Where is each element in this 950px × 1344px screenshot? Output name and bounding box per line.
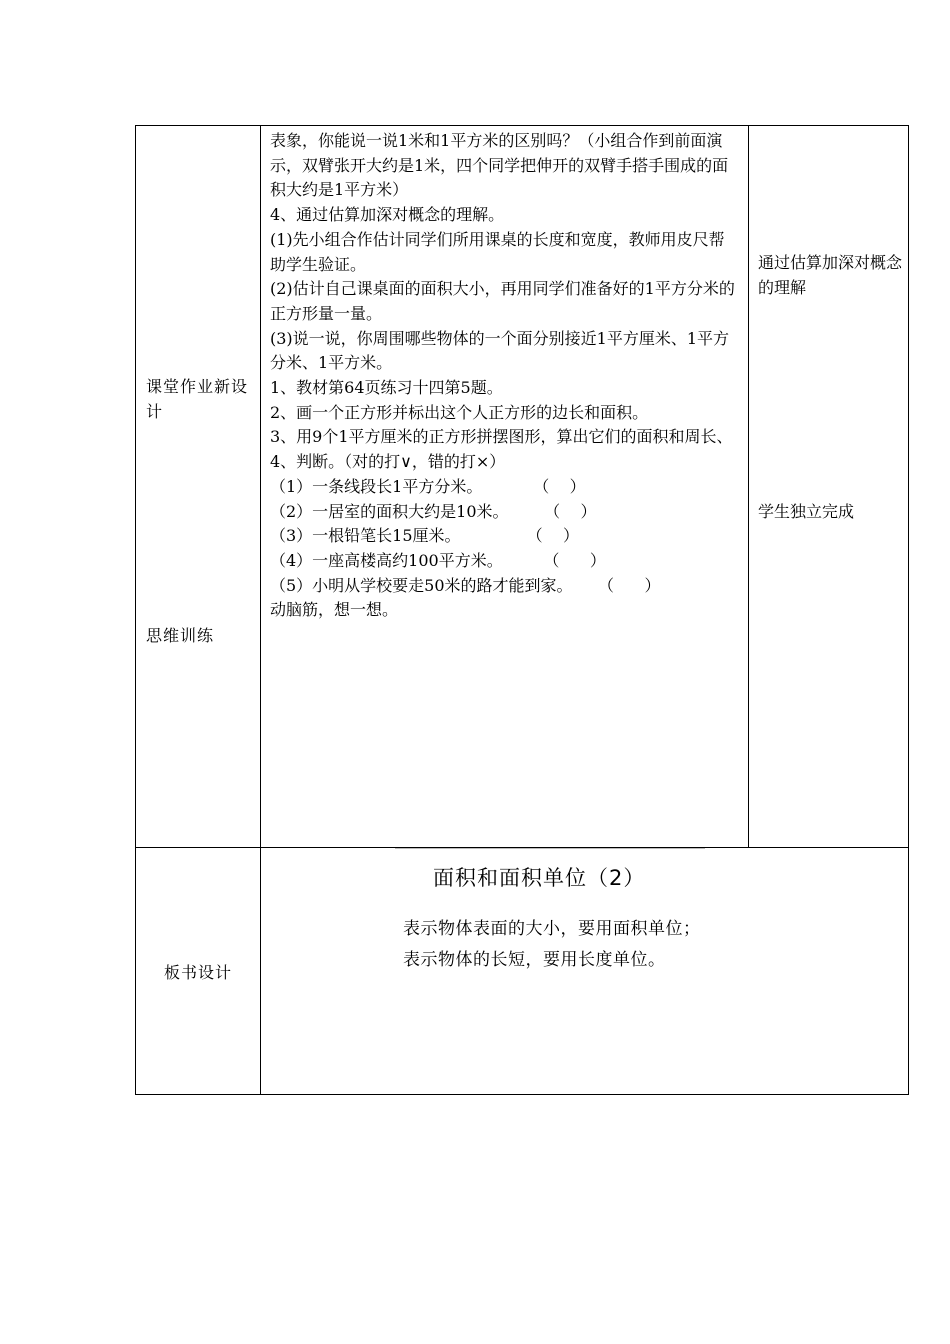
judge-item: （1）一条线段长1平方分米。 （ ） (270, 476, 586, 496)
content-line: (3)说一说，你周围哪些物体的一个面分别接近1平方厘米、1平方分米、1平方米。 (270, 328, 730, 373)
judge-item: （5）小明从学校要走50米的路才能到家。 （ ） (270, 575, 661, 595)
content-line: 4、判断。（对的打∨，错的打×） (270, 452, 506, 472)
board-label-cell (136, 847, 261, 1094)
exercise-note-cell (749, 126, 909, 848)
content-line: 3、用9个1平方厘米的正方形拼摆图形，算出它们的面积和周长、 (270, 427, 733, 447)
board-row (136, 847, 909, 1094)
board-image (261, 848, 908, 1094)
board-line-length: 表示物体的长短，要用长度单位。 (403, 949, 666, 970)
content-line: (2)估计自己课桌面的面积大小，再用同学们准备好的1平方分米的正方形量一量。 (270, 279, 735, 323)
content-line: (1)先小组合作估计同学们所用课桌的长度和宽度，教师用皮尺帮助学生验证。 (270, 229, 725, 274)
board-content-cell (261, 847, 909, 1094)
label-classwork: 课堂作业新设计 (146, 377, 249, 421)
exercise-content (261, 126, 748, 623)
board-line-area: 表示物体表面的大小，要用面积单位； (403, 918, 701, 939)
board-title: 面积和面积单位（2） (433, 865, 646, 890)
judge-item: （2）一居室的面积大约是10米。 （ ） (270, 501, 597, 521)
board-top-divider (395, 848, 705, 849)
board-label: 板书设计 (163, 962, 232, 982)
content-line: 4、通过估算加深对概念的理解。 (270, 205, 505, 225)
closing-line: 动脑筋，想一想。 (270, 600, 399, 620)
label-thinking: 思维训练 (146, 626, 215, 645)
content-line: 2、画一个正方形并标出这个人正方形的边长和面积。 (270, 402, 649, 422)
exercise-content-cell (261, 126, 749, 848)
content-line: 1、教材第64页练习十四第5题。 (270, 378, 503, 398)
judge-item: （4）一座高楼高约100平方米。 （ ） (270, 550, 606, 570)
exercise-row (136, 126, 909, 848)
content-line: 表象，你能说一说1米和1平方米的区别吗？（小组合作到前面演示，双臂张开大约是1米，四个同学把伸开的双臂手搭手围成的面积大约是1平方米） (270, 131, 729, 200)
judge-item: （3）一根铅笔长15厘米。 （ ） (270, 526, 580, 546)
note-independent: 学生独立完成 (758, 502, 855, 521)
exercise-label-cell (136, 126, 261, 848)
note-estimation: 通过估算加深对概念的理解 (758, 253, 903, 297)
lesson-plan-table (135, 125, 909, 1095)
